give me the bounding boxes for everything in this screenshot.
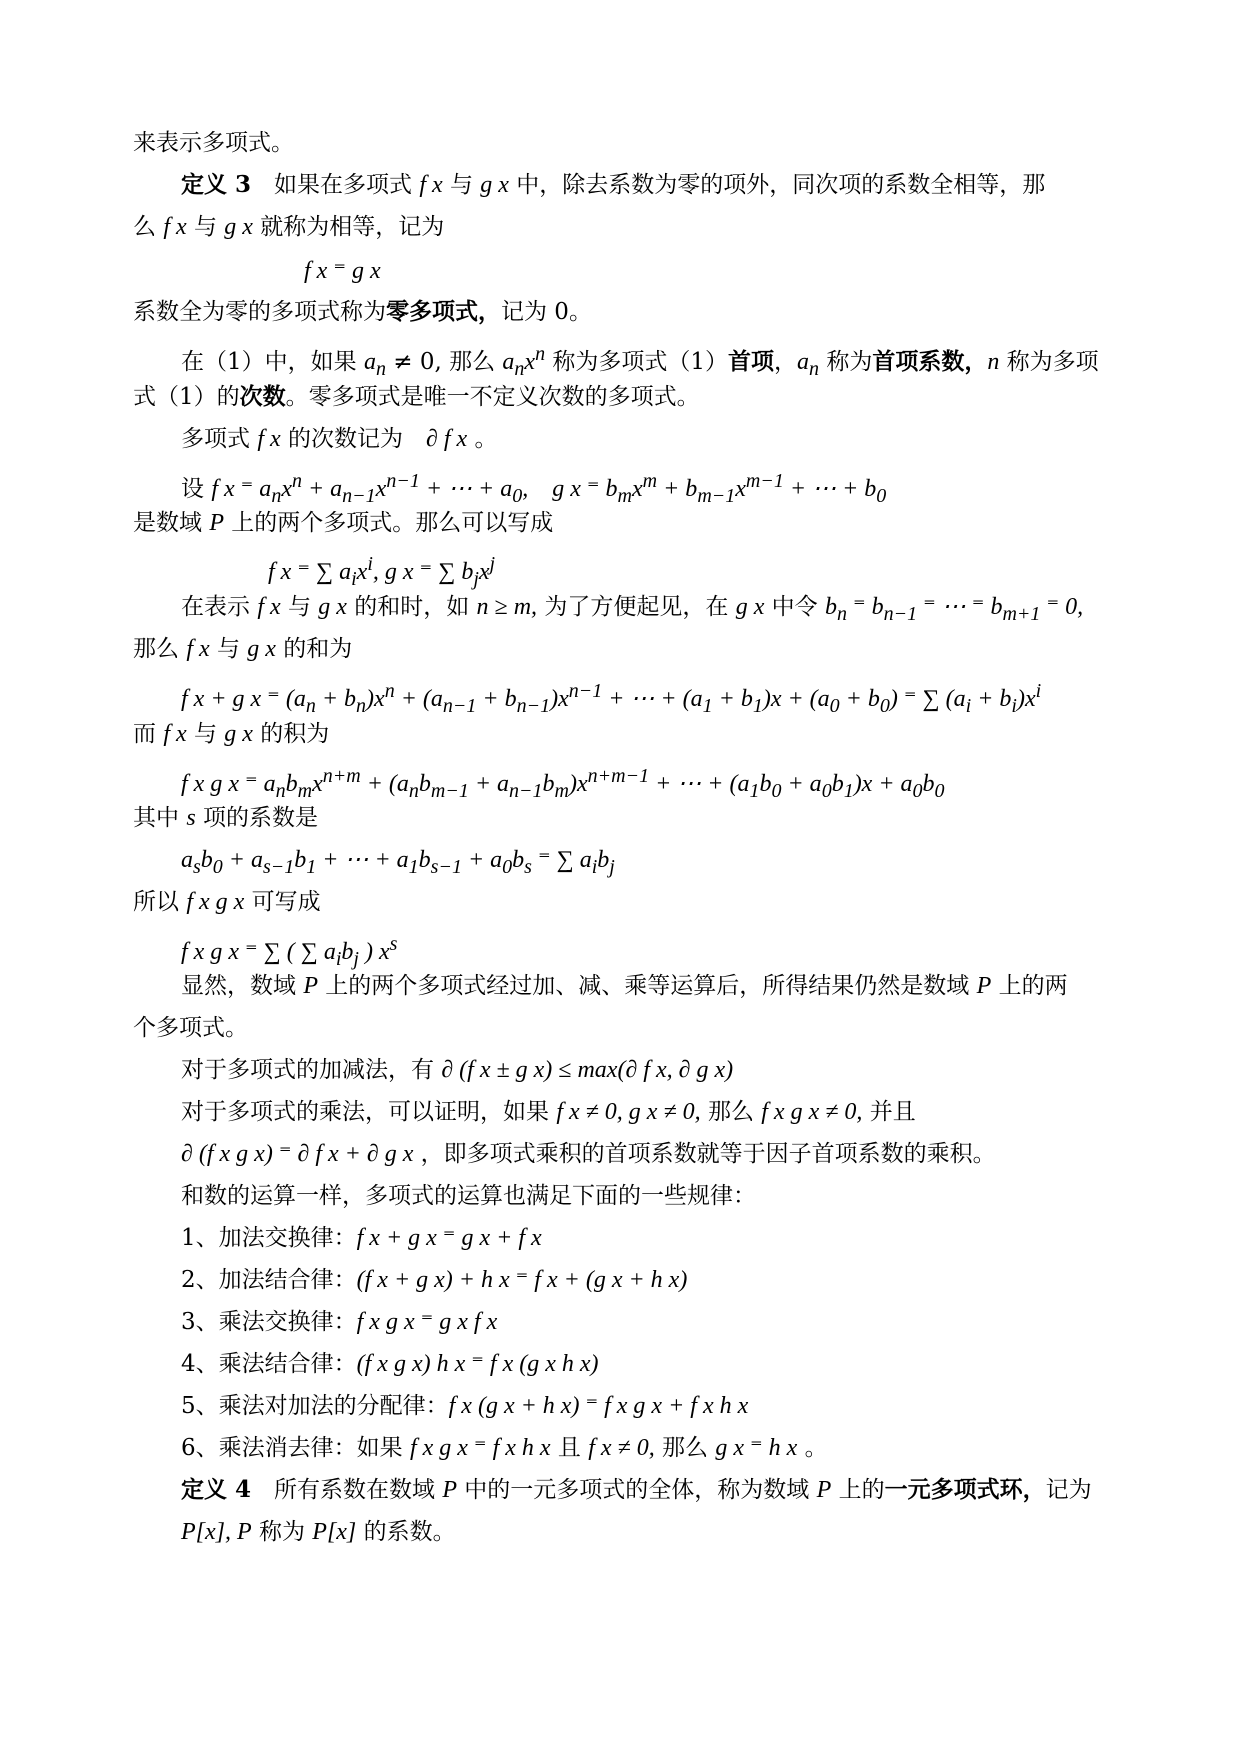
text-line-l15: 而 f x 与 g x 的积为	[133, 721, 330, 747]
text-line-l31: 5、乘法对加法的分配律：f x (g x + h x) ⁼ f x g x + f x h x	[181, 1393, 749, 1419]
text-line-l07: 式（1）的次数。零多项式是唯一不定义次数的多项式。	[133, 383, 700, 410]
text-line-l17: 其中 s 项的系数是	[133, 805, 318, 831]
text-line-l02: 定义 3 如果在多项式 f x 与 g x 中，除去系数为零的项外，同次项的系数全相等，那	[181, 171, 1046, 198]
text-line-l26: 和数的运算一样，多项式的运算也满足下面的一些规律：	[181, 1183, 756, 1209]
text-line-l03: 么 f x 与 g x 就称为相等，记为	[133, 214, 445, 240]
text-line-l01: 来表示多项式。	[133, 130, 294, 156]
text-line-l18: $a_sb_0 + a_{s-1}b_1$ + ⋯ + $a_1b_{s-1} + a_0b_s$ ⁼ ∑ $a_ib_j$	[181, 847, 615, 878]
text-line-l12: 在表示 f x 与 g x 的和时，如 n ≥ m, 为了方便起见，在 g x 中令 $b_n$ ⁼ $b_{n-1}$ ⁼ ⋯ ⁼ $b_{m+1}$ ⁼ 0,	[181, 594, 1084, 625]
text-line-l25: ∂ (f x g x) ⁼ ∂ f x + ∂ g x ，即多项式乘积的首项系数就等于因子首项系数的乘积。	[181, 1141, 996, 1167]
text-line-l06: 在（1）中，如果 $a_n \ne 0$, 那么 $a_nx^n$ 称为多项式（1）首项，$a_n$ 称为首项系数，n 称为多项	[181, 343, 1099, 380]
text-line-l23: 对于多项式的加减法，有 ∂ (f x ± g x) ≤ max(∂ f x, ∂ g x)	[181, 1057, 734, 1083]
text-line-l32: 6、乘法消去律：如果 f x g x ⁼ f x h x 且 f x ≠ 0, 那么 g x ⁼ h x 。	[181, 1435, 828, 1461]
text-line-l34: P[x], P 称为 P[x] 的系数。	[181, 1519, 456, 1545]
text-line-l28: 2、加法结合律：(f x + g x) + h x ⁼ f x + (g x + h x)	[181, 1267, 688, 1293]
text-line-l20: f x g x ⁼ ∑ ( ∑ $a_ib_j$ ) $x^s$	[181, 933, 398, 970]
text-line-l33: 定义 4 所有系数在数域 P 中的一元多项式的全体，称为数域 P 上的一元多项式环，记为	[181, 1476, 1092, 1503]
text-line-l04: f x ⁼ g x	[304, 258, 381, 284]
text-line-l29: 3、乘法交换律：f x g x ⁼ g x f x	[181, 1309, 498, 1335]
text-line-l24: 对于多项式的乘法，可以证明，如果 f x ≠ 0, g x ≠ 0, 那么 f x g x ≠ 0, 并且	[181, 1099, 916, 1125]
text-line-l09: 设 f x ⁼ $a_nx^n + a_{n-1}x^{n-1}$ + ⋯ + $a_0$, g x ⁼ $b_mx^m + b_{m-1}x^{m-1}$ + ⋯ + $b_0$	[181, 470, 887, 507]
text-line-l10: 是数域 P 上的两个多项式。那么可以写成	[133, 510, 554, 536]
text-line-l13: 那么 f x 与 g x 的和为	[133, 636, 353, 662]
text-line-l05: 系数全为零的多项式称为零多项式，记为 0。	[133, 298, 592, 325]
text-line-l16: f x g x ⁼ $a_nb_mx^{n+m} + (a_nb_{m-1} + a_{n-1}b_m)x^{n+m-1}$ + ⋯ + $(a_1b_0 + a_0b_1)x + a_0b_0$	[181, 765, 945, 802]
text-line-l11: f x ⁼ ∑ $a_ix^i$, g x ⁼ ∑ $b_jx^j$	[268, 553, 496, 590]
text-line-l08: 多项式 f x 的次数记为 ∂ f x 。	[181, 426, 498, 452]
text-line-l21: 显然，数域 P 上的两个多项式经过加、减、乘等运算后，所得结果仍然是数域 P 上的两	[181, 973, 1068, 999]
text-line-l27: 1、加法交换律：f x + g x ⁼ g x + f x	[181, 1225, 542, 1251]
text-line-l19: 所以 f x g x 可写成	[133, 889, 321, 915]
text-line-l22: 个多项式。	[133, 1015, 248, 1041]
text-line-l14: f x + g x ⁼ $(a_n + b_n)x^n + (a_{n-1} + b_{n-1})x^{n-1}$ + ⋯ + $(a_1 + b_1)x + (a_0 + b_0)$ ⁼ ∑ $(a_i + b_i)x^i$	[181, 680, 1042, 717]
text-line-l30: 4、乘法结合律：(f x g x) h x ⁼ f x (g x h x)	[181, 1351, 599, 1377]
